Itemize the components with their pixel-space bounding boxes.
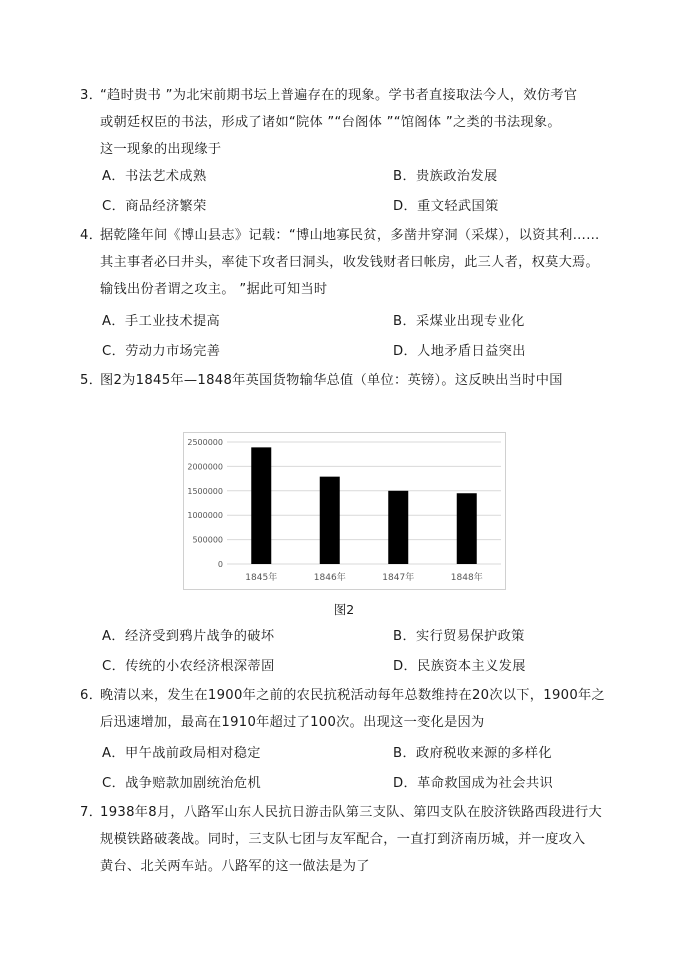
y-tick-label: 2500000 <box>187 438 223 447</box>
option-5b: B．实行贸易保护政策 <box>393 629 525 644</box>
option-3b: B．贵族政治发展 <box>393 169 498 184</box>
question-text-line: “趋时贵书 ”为北宋前期书坛上普遍存在的现象。学书者直接取法今人，效仿考官 <box>100 88 578 103</box>
option-6a: A．甲午战前政局相对稳定 <box>102 746 261 761</box>
option-5d: D．民族资本主义发展 <box>393 659 526 674</box>
question-number: 3． <box>80 88 103 103</box>
option-4b: B．采煤业出现专业化 <box>393 314 525 329</box>
x-tick-label: 1847年 <box>382 573 415 583</box>
question-text-line: 这一现象的出现缘于 <box>100 142 222 157</box>
question-text-line: 1938年8月，八路军山东人民抗日游击队第三支队、第四支队在胶济铁路西段进行大 <box>100 805 603 820</box>
option-3d: D．重文轻武国策 <box>393 199 499 214</box>
bar-chart <box>183 432 506 590</box>
question-number: 6． <box>80 688 103 703</box>
question-text-line: 据乾隆年间《博山县志》记载：“博山地寡民贫，多凿井穿洞（采煤），以资其利…… <box>100 228 600 243</box>
question-text-line: 后迅速增加，最高在1910年超过了100次。出现这一变化是因为 <box>100 715 485 730</box>
question-number: 4． <box>80 228 103 243</box>
option-5a: A．经济受到鸦片战争的破坏 <box>102 629 275 644</box>
question-7 <box>80 799 625 880</box>
y-tick-label: 1500000 <box>187 486 223 496</box>
question-text-line: 其主事者必曰井头，率徒下攻者曰洞头，收发钱财者曰帐房，此三人者，权莫大焉。 <box>100 255 600 270</box>
option-4d: D．人地矛盾日益突出 <box>393 344 526 359</box>
y-tick-label: 500000 <box>192 535 223 545</box>
question-5 <box>80 367 625 394</box>
question-text-line: 规模铁路破袭战。同时，三支队七团与友军配合，一直打到济南历城，并一度攻入 <box>100 832 586 847</box>
option-4c: C．劳动力市场完善 <box>102 344 221 359</box>
question-text-line: 或朝廷权臣的书法，形成了诸如“院体 ”“台阁体 ”“馆阁体 ”之类的书法现象。 <box>100 115 561 130</box>
option-6d: D．革命救国成为社会共识 <box>393 776 554 791</box>
y-tick-label: 0 <box>217 560 223 569</box>
option-4a: A．手工业技术提高 <box>102 314 221 329</box>
bar-1845年 <box>251 447 271 564</box>
question-text-line: 输钱出份者谓之攻主。 ”据此可知当时 <box>100 282 328 297</box>
option-6b: B．政府税收来源的多样化 <box>393 746 552 761</box>
x-tick-label: 1846年 <box>313 573 346 583</box>
bar-1847年 <box>388 491 408 564</box>
option-6c: C．战争赔款加剧统治危机 <box>102 776 262 791</box>
y-tick-label: 2000000 <box>187 462 223 472</box>
bar-1848年 <box>457 493 477 564</box>
option-3c: C．商品经济繁荣 <box>102 199 207 214</box>
question-text-line: 图2为1845年—1848年英国货物输华总值（单位：英镑）。这反映出当时中国 <box>100 373 563 388</box>
figure-caption: 图2 <box>333 602 355 617</box>
question-number: 7． <box>80 805 103 820</box>
x-tick-label: 1848年 <box>450 573 483 583</box>
option-3a: A．书法艺术成熟 <box>102 169 207 184</box>
question-text-line: 晚清以来，发生在1900年之前的农民抗税活动每年总数维持在20次以下，1900年之 <box>100 688 606 703</box>
bar-1846年 <box>320 477 340 564</box>
question-6 <box>80 682 625 736</box>
y-tick-label: 1000000 <box>187 511 223 521</box>
question-4 <box>80 222 625 303</box>
question-number: 5． <box>80 373 103 388</box>
question-text-line: 黄台、北关两车站。八路军的这一做法是为了 <box>100 859 370 874</box>
option-5c: C．传统的小农经济根深蒂固 <box>102 659 275 674</box>
question-3 <box>80 82 625 163</box>
x-tick-label: 1845年 <box>245 573 278 583</box>
